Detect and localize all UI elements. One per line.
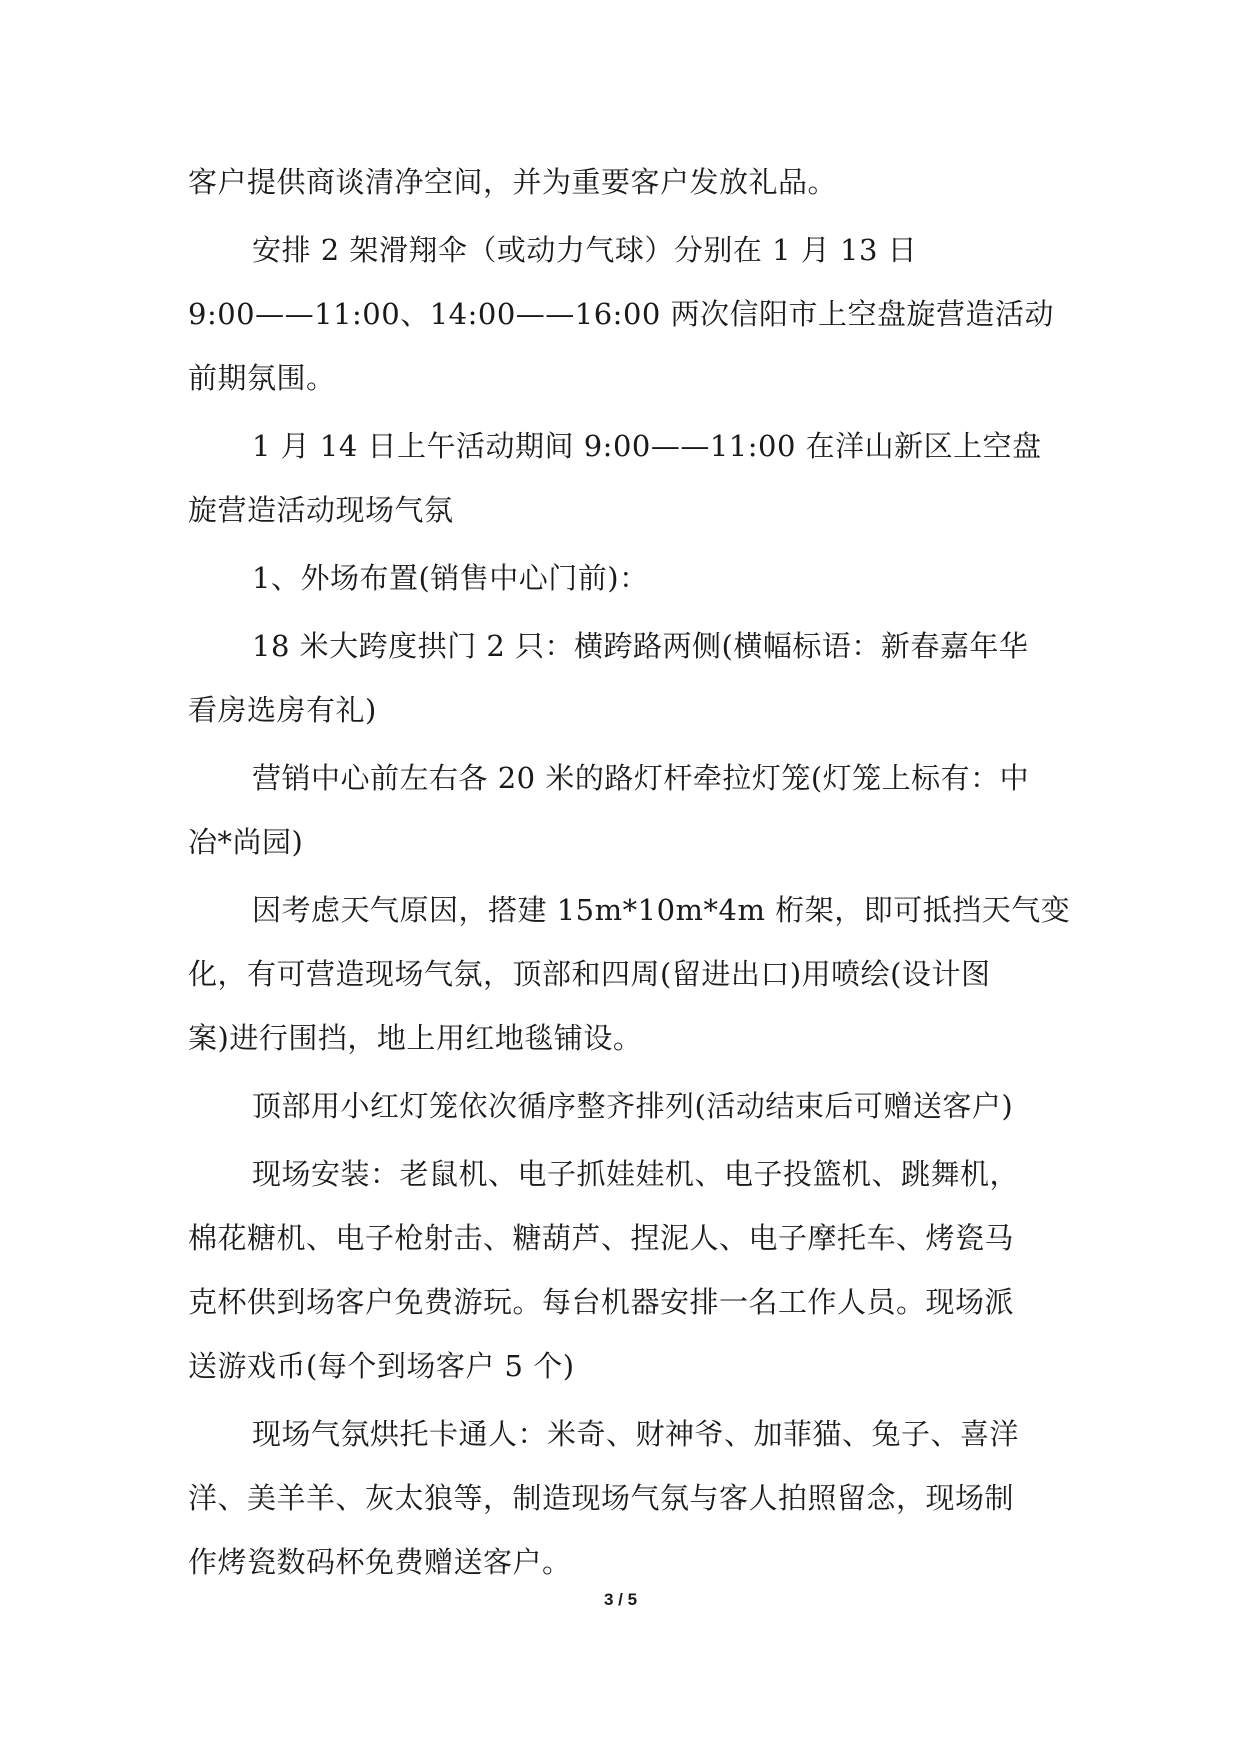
paragraph-line: 营销中心前左右各 20 米的路灯杆牵拉灯笼(灯笼上标有：中	[252, 761, 1030, 795]
paragraph-line: 现场安装：老鼠机、电子抓娃娃机、电子投篮机、跳舞机，	[252, 1157, 1020, 1191]
paragraph-line: 客户提供商谈清净空间，并为重要客户发放礼品。	[188, 165, 838, 199]
paragraph	[188, 746, 1054, 874]
paragraph-line: 作烤瓷数码杯免费赠送客户。	[188, 1545, 572, 1579]
document-body	[188, 150, 1071, 1598]
page-number: 3 / 5	[603, 1590, 638, 1609]
paragraph-line: 洋、美羊羊、灰太狼等，制造现场气氛与客人拍照留念，现场制	[188, 1481, 1015, 1515]
paragraph	[188, 546, 1054, 610]
paragraph-line: 9:00——11:00、14:00——16:00 两次信阳市上空盘旋营造活动	[188, 297, 1055, 331]
paragraph-line: 案)进行围挡，地上用红地毯铺设。	[188, 1021, 643, 1055]
paragraph-line: 1、外场布置(销售中心门前)：	[252, 561, 649, 595]
paragraph	[188, 1142, 1054, 1398]
paragraph-line: 18 米大跨度拱门 2 只：横跨路两侧(横幅标语：新春嘉年华	[252, 629, 1029, 663]
paragraph-line: 1 月 14 日上午活动期间 9:00——11:00 在洋山新区上空盘	[252, 429, 1042, 463]
paragraph	[188, 218, 1054, 410]
paragraph-line: 前期氛围。	[188, 361, 336, 395]
paragraph-line: 顶部用小红灯笼依次循序整齐排列(活动结束后可赠送客户)	[252, 1089, 1014, 1123]
paragraph	[188, 614, 1054, 742]
paragraph	[188, 878, 1071, 1070]
paragraph-line: 因考虑天气原因，搭建 15m*10m*4m 桁架，即可抵挡天气变	[252, 893, 1071, 927]
paragraph	[188, 1074, 1054, 1138]
paragraph	[188, 414, 1054, 542]
paragraph	[188, 150, 1054, 214]
paragraph	[188, 1402, 1054, 1594]
paragraph-line: 棉花糖机、电子枪射击、糖葫芦、捏泥人、电子摩托车、烤瓷马	[188, 1221, 1015, 1255]
paragraph-line: 冶*尚园)	[188, 825, 304, 859]
paragraph-line: 看房选房有礼)	[188, 693, 377, 727]
paragraph-line: 旋营造活动现场气氛	[188, 493, 454, 527]
paragraph-line: 克杯供到场客户免费游玩。每台机器安排一名工作人员。现场派	[188, 1285, 1015, 1319]
paragraph-line: 现场气氛烘托卡通人：米奇、财神爷、加菲猫、兔子、喜洋	[252, 1417, 1020, 1451]
paragraph-line: 安排 2 架滑翔伞（或动力气球）分别在 1 月 13 日	[252, 233, 918, 267]
paragraph-line: 化，有可营造现场气氛，顶部和四周(留进出口)用喷绘(设计图	[188, 957, 991, 991]
paragraph-line: 送游戏币(每个到场客户 5 个)	[188, 1349, 575, 1383]
